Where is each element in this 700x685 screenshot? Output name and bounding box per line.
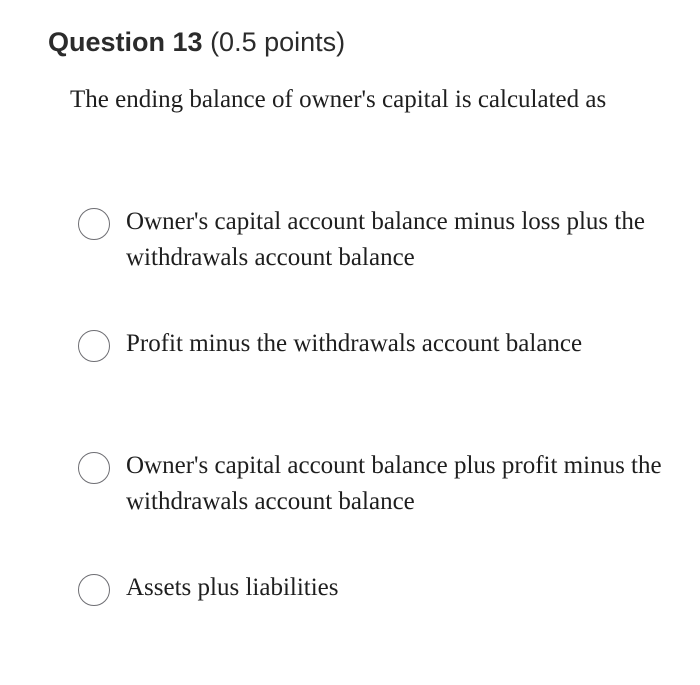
answer-option-label: Assets plus liabilities bbox=[126, 574, 339, 601]
radio-button-icon[interactable] bbox=[78, 574, 110, 606]
question-points: (0.5 points) bbox=[210, 27, 346, 57]
question-number: Question 13 bbox=[48, 27, 203, 57]
radio-button-icon[interactable] bbox=[78, 452, 110, 484]
radio-button-icon[interactable] bbox=[78, 330, 110, 362]
answer-option-label: Owner's capital account balance minus loss plus the withdrawals account balance bbox=[126, 208, 645, 271]
radio-button-icon[interactable] bbox=[78, 208, 110, 240]
answer-option-label: Profit minus the withdrawals account balance bbox=[126, 330, 583, 357]
question-prompt: The ending balance of owner's capital is calculated as bbox=[70, 86, 607, 113]
answer-option-label: Owner's capital account balance plus profit minus the withdrawals account balance bbox=[126, 452, 662, 515]
question-header bbox=[48, 24, 345, 60]
